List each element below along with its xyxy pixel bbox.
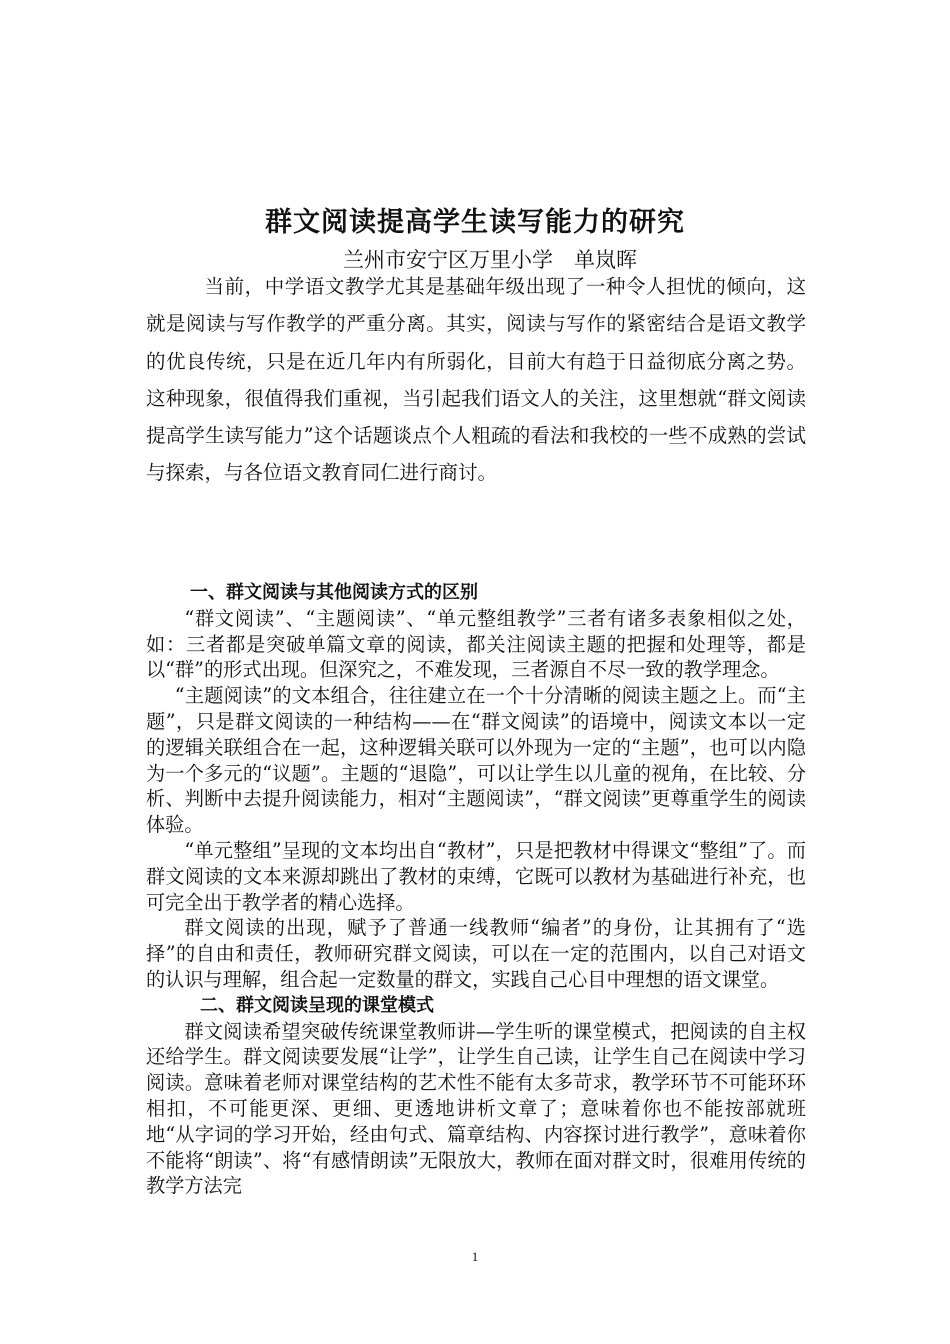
section-2-heading: 二、群文阅读呈现的课堂模式	[200, 994, 434, 1016]
author-line: 兰州市安宁区万里小学 单岚晖	[343, 248, 637, 272]
section-1-paragraph: “单元整组”呈现的文本均出自“教材”，只是把教材中得课文“整组”了。而群文阅读的文本来源却跳出了教材的束缚，它既可以教材为基础进行补充，也可完全出于教学者的精心选择。	[146, 838, 806, 914]
page-number: 1	[471, 1249, 479, 1264]
section-1-paragraph: “群文阅读”、“主题阅读”、“单元整组教学”三者有诸多表象相似之处，如：三者都是突破单篇文章的阅读，都关注阅读主题的把握和处理等，都是以“群”的形式出现。但深究之，不难发现，三者源自不尽一致的教学理念。	[146, 606, 806, 682]
body-sections	[146, 580, 806, 1199]
section-1-paragraph: 群文阅读的出现，赋予了普通一线教师“编者”的身份，让其拥有了“选择”的自由和责任，教师研究群文阅读，可以在一定的范围内，以自己对语文的认识与理解，组合起一定数量的群文，实践自己心目中理想的语文课堂。	[146, 916, 806, 991]
document-title: 群文阅读提高学生读写能力的研究	[265, 207, 685, 238]
intro-paragraph: 当前，中学语文教学尤其是基础年级出现了一种令人担忧的倾向，这就是阅读与写作教学的严重分离。其实，阅读与写作的紧密结合是语文教学的优良传统，只是在近几年内有所弱化，目前大有趋于日益彻底分离之势。这种现象，很值得我们重视，当引起我们语文人的关注，这里想就“群文阅读提高学生读写能力”这个话题谈点个人粗疏的看法和我校的一些不成熟的尝试与探索，与各位语文教育同仁进行商讨。	[146, 275, 806, 485]
section-2-paragraph: 群文阅读希望突破传统课堂教师讲—学生听的课堂模式，把阅读的自主权还给学生。群文阅读要发展“让学”，让学生自己读，让学生自己在阅读中学习阅读。意味着老师对课堂结构的艺术性不能有太多苛求，教学环节不可能环环相扣，不可能更深、更细、更透地讲析文章了；意味着你也不能按部就班地“从字词的学习开始，经由句式、篇章结构、内容探讨进行教学”，意味着你不能将“朗读”、将“有感情朗读”无限放大，教师在面对群文时，很难用传统的教学方法完	[146, 1019, 806, 1198]
section-1-heading: 一、群文阅读与其他阅读方式的区别	[190, 582, 478, 603]
intro-section	[146, 268, 806, 492]
section-1-paragraph: “主题阅读”的文本组合，往往建立在一个十分清晰的阅读主题之上。而“主题”，只是群文阅读的一种结构——在“群文阅读”的语境中，阅读文本以一定的逻辑关联组合在一起，这种逻辑关联可以外现为一定的“主题”，也可以内隐为一个多元的“议题”。主题的“退隐”，可以让学生以儿童的视角，在比较、分析、判断中去提升阅读能力，相对“主题阅读”，“群文阅读”更尊重学生的阅读体验。	[146, 684, 806, 837]
